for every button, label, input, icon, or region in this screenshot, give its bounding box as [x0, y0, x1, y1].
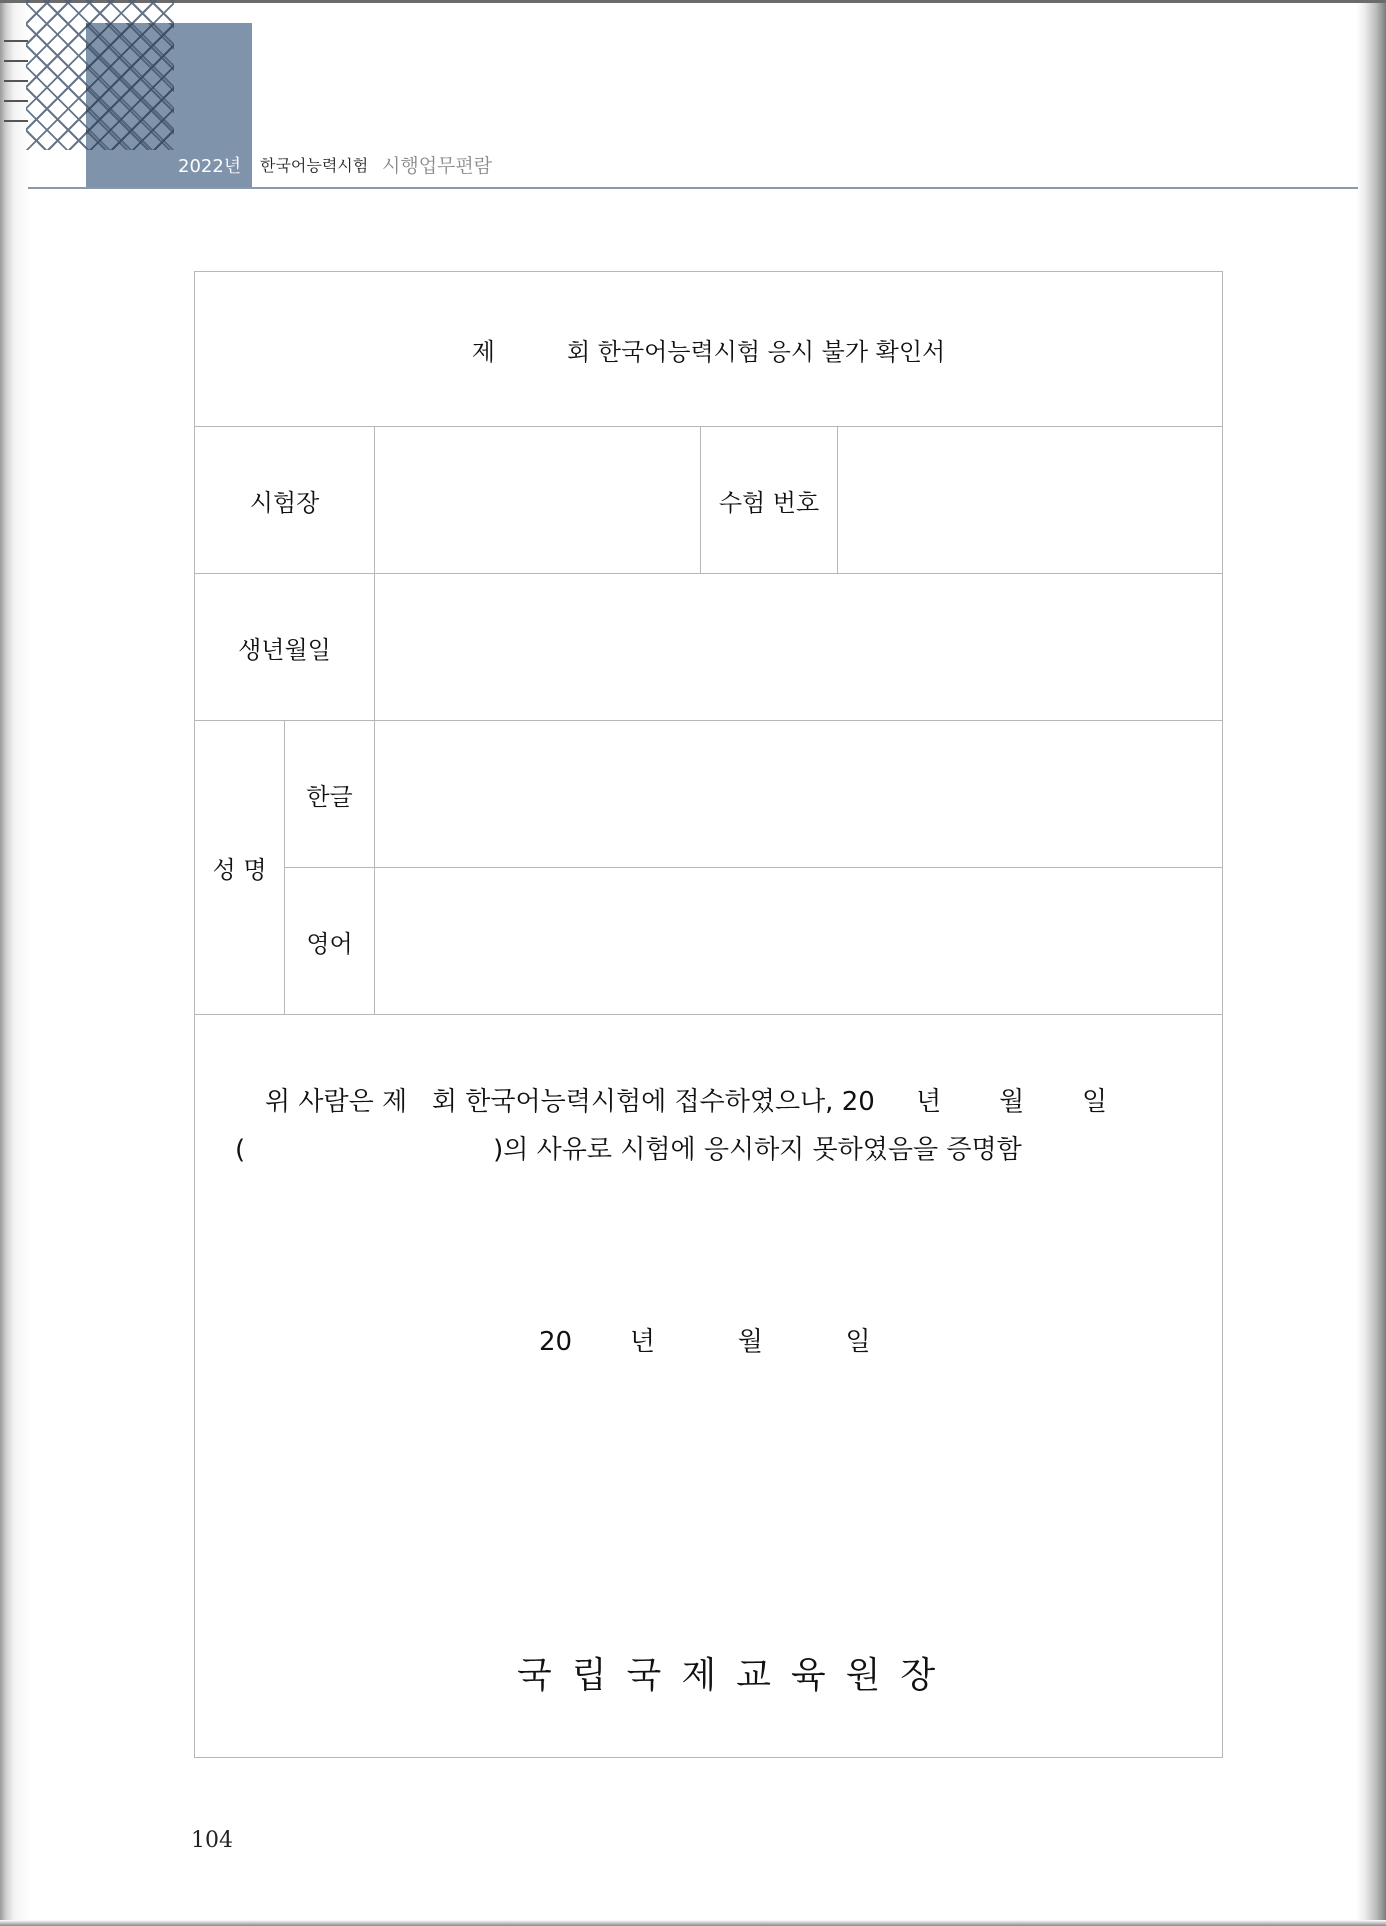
form-title — [195, 272, 1223, 427]
name-english-label: 영어 — [285, 868, 375, 1015]
binding-mark — [4, 40, 28, 42]
page-number: 104 — [191, 1828, 233, 1853]
signer-title: 국립국제교육원장 — [517, 1655, 956, 1696]
header-rule — [28, 187, 1358, 189]
exam-number-label: 수험 번호 — [701, 427, 838, 574]
header-lattice-overlay — [86, 23, 174, 150]
statement-line-1: 위 사람은 제 회 한국어능력시험에 접수하였으나, 20 년 월 일 — [265, 1087, 1108, 1117]
header-year: 2022년 — [178, 156, 242, 177]
birth-date-label: 생년월일 — [195, 574, 375, 721]
binding-mark — [4, 100, 28, 102]
page-edge-bottom — [0, 1920, 1386, 1926]
title-prefix: 제 — [471, 337, 495, 366]
name-korean-label: 한글 — [285, 721, 375, 868]
issue-date: 20 년 월 일 — [539, 1327, 871, 1357]
name-label: 성 명 — [195, 721, 285, 1015]
header-series: 한국어능력시험 — [260, 156, 369, 175]
page-edge-left — [0, 0, 30, 1926]
page-edge-top — [0, 0, 1386, 3]
certificate-form — [194, 271, 1223, 1758]
binding-mark — [4, 120, 28, 122]
title-main: 회 한국어능력시험 응시 불가 확인서 — [566, 337, 946, 366]
exam-site-label: 시험장 — [195, 427, 375, 574]
header-subtitle: 시행업무편람 — [382, 155, 493, 177]
exam-site-field[interactable] — [375, 427, 701, 574]
statement-area — [195, 1015, 1223, 1758]
binding-mark — [4, 80, 28, 82]
birth-date-field[interactable] — [375, 574, 1223, 721]
statement-line-2: ( )의 사유로 시험에 응시하지 못하였음을 증명함 — [235, 1135, 1022, 1165]
page-edge-right — [1356, 0, 1386, 1926]
name-korean-field[interactable] — [375, 721, 1223, 868]
name-english-field[interactable] — [375, 868, 1223, 1015]
binding-mark — [4, 60, 28, 62]
exam-number-field[interactable] — [838, 427, 1223, 574]
